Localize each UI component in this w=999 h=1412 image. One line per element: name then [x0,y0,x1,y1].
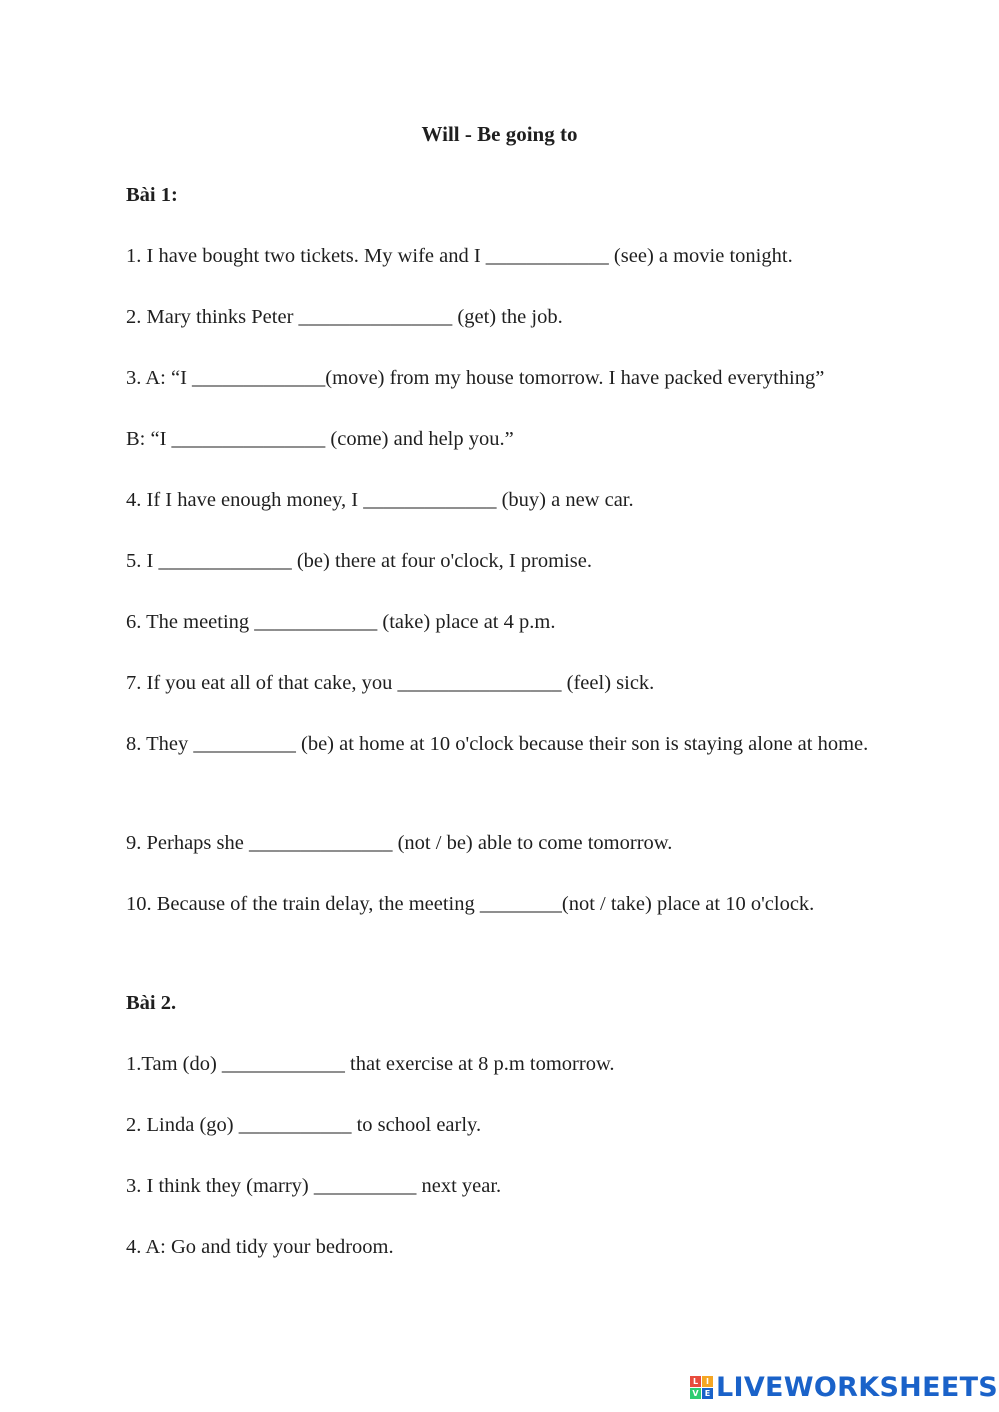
logo-mark-letter: I [702,1376,713,1387]
exercise1-heading: Bài 1: [126,184,178,206]
exercise1-item-4: 4. If I have enough money, I _____________ (buy) a new car. [126,489,634,511]
logo-mark-letter: E [702,1388,713,1399]
exercise1-item-6: 6. The meeting ____________ (take) place at 4 p.m. [126,611,556,633]
exercise2-item-3: 3. I think they (marry) __________ next year. [126,1175,502,1197]
exercise1-item-3b: B: “I _______________ (come) and help you.” [126,428,514,450]
liveworksheets-logo-icon [690,1376,713,1399]
exercise2-item-2: 2. Linda (go) ___________ to school early. [126,1114,482,1136]
worksheet-title: Will - Be going to [421,122,578,146]
exercise2-heading: Bài 2. [126,992,177,1014]
exercise1-item-1: 1. I have bought two tickets. My wife and I ____________ (see) a movie tonight. [126,245,793,267]
exercise2-item-4: 4. A: Go and tidy your bedroom. [126,1236,394,1258]
exercise1-item-2: 2. Mary thinks Peter _______________ (get) the job. [126,306,563,328]
exercise1-item-10: 10. Because of the train delay, the meeting ________(not / take) place at 10 o'clock. [126,893,815,915]
exercise1-item-9: 9. Perhaps she ______________ (not / be) able to come tomorrow. [126,832,673,854]
exercise1-item-3a: 3. A: “I _____________(move) from my house tomorrow. I have packed everything” [126,367,825,389]
exercise2-item-1: 1.Tam (do) ____________ that exercise at 8 p.m tomorrow. [126,1053,615,1075]
logo-mark-letter: V [690,1388,701,1399]
exercise1-item-8: 8. They __________ (be) at home at 10 o'clock because their son is staying alone at home. [126,733,869,755]
exercise1-item-7: 7. If you eat all of that cake, you ________________ (feel) sick. [126,672,655,694]
logo-mark-letter: L [690,1376,701,1387]
liveworksheets-logo-text: LIVEWORKSHEETS [716,1371,999,1403]
exercise1-item-5: 5. I _____________ (be) there at four o'clock, I promise. [126,550,592,572]
liveworksheets-logo[interactable] [690,1370,998,1404]
